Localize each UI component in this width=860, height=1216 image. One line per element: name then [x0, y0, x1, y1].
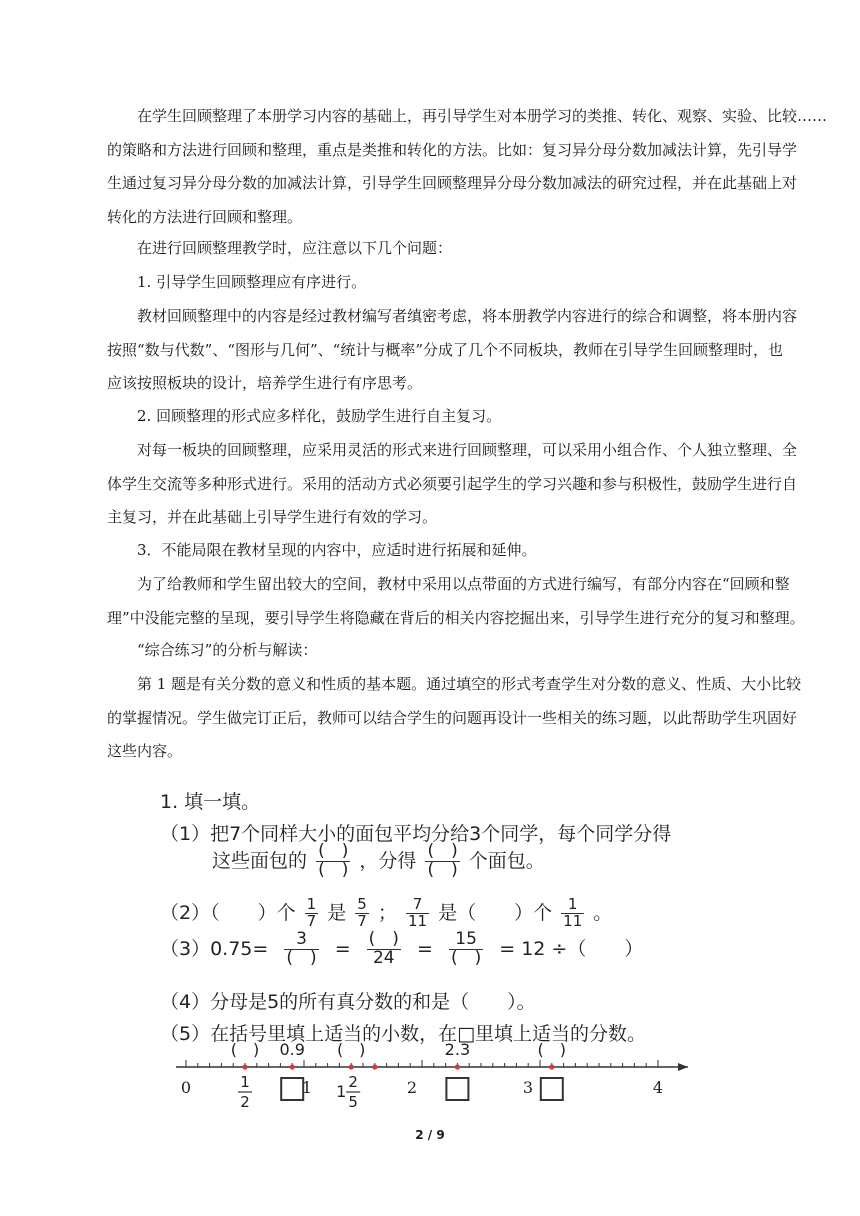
text-line: 主复习，并在此基础上引导学生进行有效的学习。	[107, 508, 438, 526]
text-line: 的掌握情况。学生做完订正后，教师可以结合学生的问题再设计一些相关的练习题，以此帮助学生巩固好	[107, 708, 798, 727]
fraction-1-7: $\frac{1}{7}$	[306, 895, 317, 930]
answer-box	[541, 1078, 563, 1100]
top-label: ( )	[336, 1040, 366, 1059]
fraction-3-blank: $\frac{3}{( )}$	[286, 929, 317, 968]
text-line: 教材回顾整理中的内容是经过教材编写者缜密考虑，将本册教学内容进行的综合和调整，将本册内容	[107, 307, 798, 325]
fraction-denominator: 5	[348, 1093, 358, 1111]
tick-label: 1	[301, 1078, 313, 1097]
fraction-numerator: 2	[348, 1073, 358, 1091]
fraction-blank-24: $\frac{( )}{24}$	[368, 929, 399, 968]
marked-point	[242, 1064, 247, 1069]
question-5: （5）在括号里填上适当的小数，在□里填上适当的分数。	[160, 1023, 647, 1045]
paragraph	[107, 634, 783, 668]
fraction-1-11: $\frac{1}{11}$	[563, 895, 583, 930]
text-line: 按照“数与代数”、“图形与几何”、“统计与概率”分成了几个不同板块，教师在引导学生回顾整理时，也	[107, 340, 784, 359]
paragraph	[107, 400, 783, 434]
tick-label: 0	[180, 1078, 192, 1097]
paragraph	[107, 568, 805, 635]
axis-arrow	[678, 1063, 688, 1071]
paragraph	[107, 434, 798, 535]
tick-label: 2	[406, 1078, 418, 1097]
paragraph	[107, 668, 802, 769]
page-number: 2 / 9	[415, 1128, 445, 1142]
text-line: 体学生交流等多种形式进行。采用的活动方式必须要引起学生的学习兴趣和参与积极性，鼓励学生进行自	[107, 474, 798, 493]
paragraph	[107, 100, 828, 234]
text-line: 应该按照板块的设计，培养学生进行有序思考。	[107, 374, 423, 392]
fraction-5-7: $\frac{5}{7}$	[357, 895, 367, 930]
top-label: ( )	[230, 1040, 260, 1059]
text-line: 2. 回顾整理的形式应多样化，鼓励学生进行自主复习。	[107, 407, 502, 425]
paragraph	[107, 232, 783, 266]
top-label: 2.3	[444, 1040, 471, 1059]
paragraph	[107, 300, 798, 401]
question-4: （4）分母是5的所有真分数的和是（ ）。	[160, 991, 536, 1013]
text-line: 生通过复习异分母分数的加减法计算，引导学生回顾整理异分母分数加减法的研究过程，并在此基础上对	[107, 174, 798, 192]
tick-label: 3	[522, 1078, 534, 1097]
paragraph	[107, 534, 783, 568]
marked-point	[372, 1064, 377, 1069]
text-line: 转化的方法进行回顾和整理。	[107, 207, 303, 226]
top-label: 0.9	[279, 1040, 305, 1059]
question-1-line-2: 这些面包的 $\frac{( )}{( )}$ ，分得 $\frac{( )}{( )}$ 个面包。	[212, 841, 545, 880]
exercise-figure	[160, 787, 700, 1111]
paragraph	[107, 266, 783, 300]
marked-point	[455, 1064, 460, 1069]
answer-box	[446, 1078, 468, 1100]
text-line: “综合练习”的分析与解读：	[107, 641, 318, 659]
blank-fraction: $\frac{( )}{( )}$	[318, 841, 349, 880]
tick-label: 4	[652, 1078, 664, 1097]
marked-point	[349, 1064, 354, 1069]
text-line: 在进行回顾整理教学时，应注意以下几个问题：	[107, 239, 453, 257]
answer-box	[281, 1078, 303, 1100]
top-label: ( )	[537, 1040, 567, 1059]
marked-point	[290, 1064, 295, 1069]
exercise-title: 1. 填一填。	[160, 791, 261, 813]
text-line: 这些内容。	[107, 742, 183, 760]
fraction-7-11: $\frac{7}{11}$	[407, 895, 428, 930]
text-line: 1. 引导学生回顾整理应有序进行。	[107, 273, 367, 291]
text-line: 为了给教师和学生留出较大的空间，教材中采用以点带面的方式进行编写，有部分内容在“回顾和整	[107, 575, 790, 593]
fraction-numerator: 1	[240, 1073, 250, 1091]
mixed-whole: 1	[336, 1082, 347, 1101]
text-line: 的策略和方法进行回顾和整理，重点是类推和转化的方法。比如：复习异分母分数加减法计算，先引导学	[107, 140, 798, 159]
question-2: （2）（ ）个 $\frac{1}{7}$ 是 $\frac{5}{7}$ ； $\frac{7}{11}$ 是（ ）个 $\frac{1}{11}$ 。	[160, 895, 613, 930]
number-line	[160, 1037, 700, 1117]
text-line: 3．不能局限在教材呈现的内容中，应适时进行拓展和延伸。	[107, 541, 537, 559]
question-3: （3）0.75= $\frac{3}{( )}$ = $\frac{( )}{24}$ = $\frac{15}{( )}$ = 12 ÷（ ）	[160, 929, 644, 968]
blank-fraction: $\frac{( )}{( )}$	[427, 841, 458, 880]
fraction-denominator: 2	[240, 1093, 250, 1111]
text-line: 理”中没能完整的呈现，要引导学生将隐藏在背后的相关内容挖掘出来，引导学生进行充分的复习和整理。	[107, 608, 805, 627]
question-1-line-1: （1）把7个同样大小的面包平均分给3个同学，每个同学分得	[160, 823, 672, 845]
fraction-15-blank: $\frac{15}{( )}$	[450, 929, 482, 968]
text-line: 在学生回顾整理了本册学习内容的基础上，再引导学生对本册学习的类推、转化、观察、实验、比较……	[107, 107, 828, 125]
text-line: 对每一板块的回顾整理，应采用灵活的形式来进行回顾整理，可以采用小组合作、个人独立整理、全	[107, 441, 798, 459]
marked-point	[549, 1064, 554, 1069]
text-line: 第 1 题是有关分数的意义和性质的基本题。通过填空的形式考查学生对分数的意义、性质、大小比较	[107, 675, 802, 693]
